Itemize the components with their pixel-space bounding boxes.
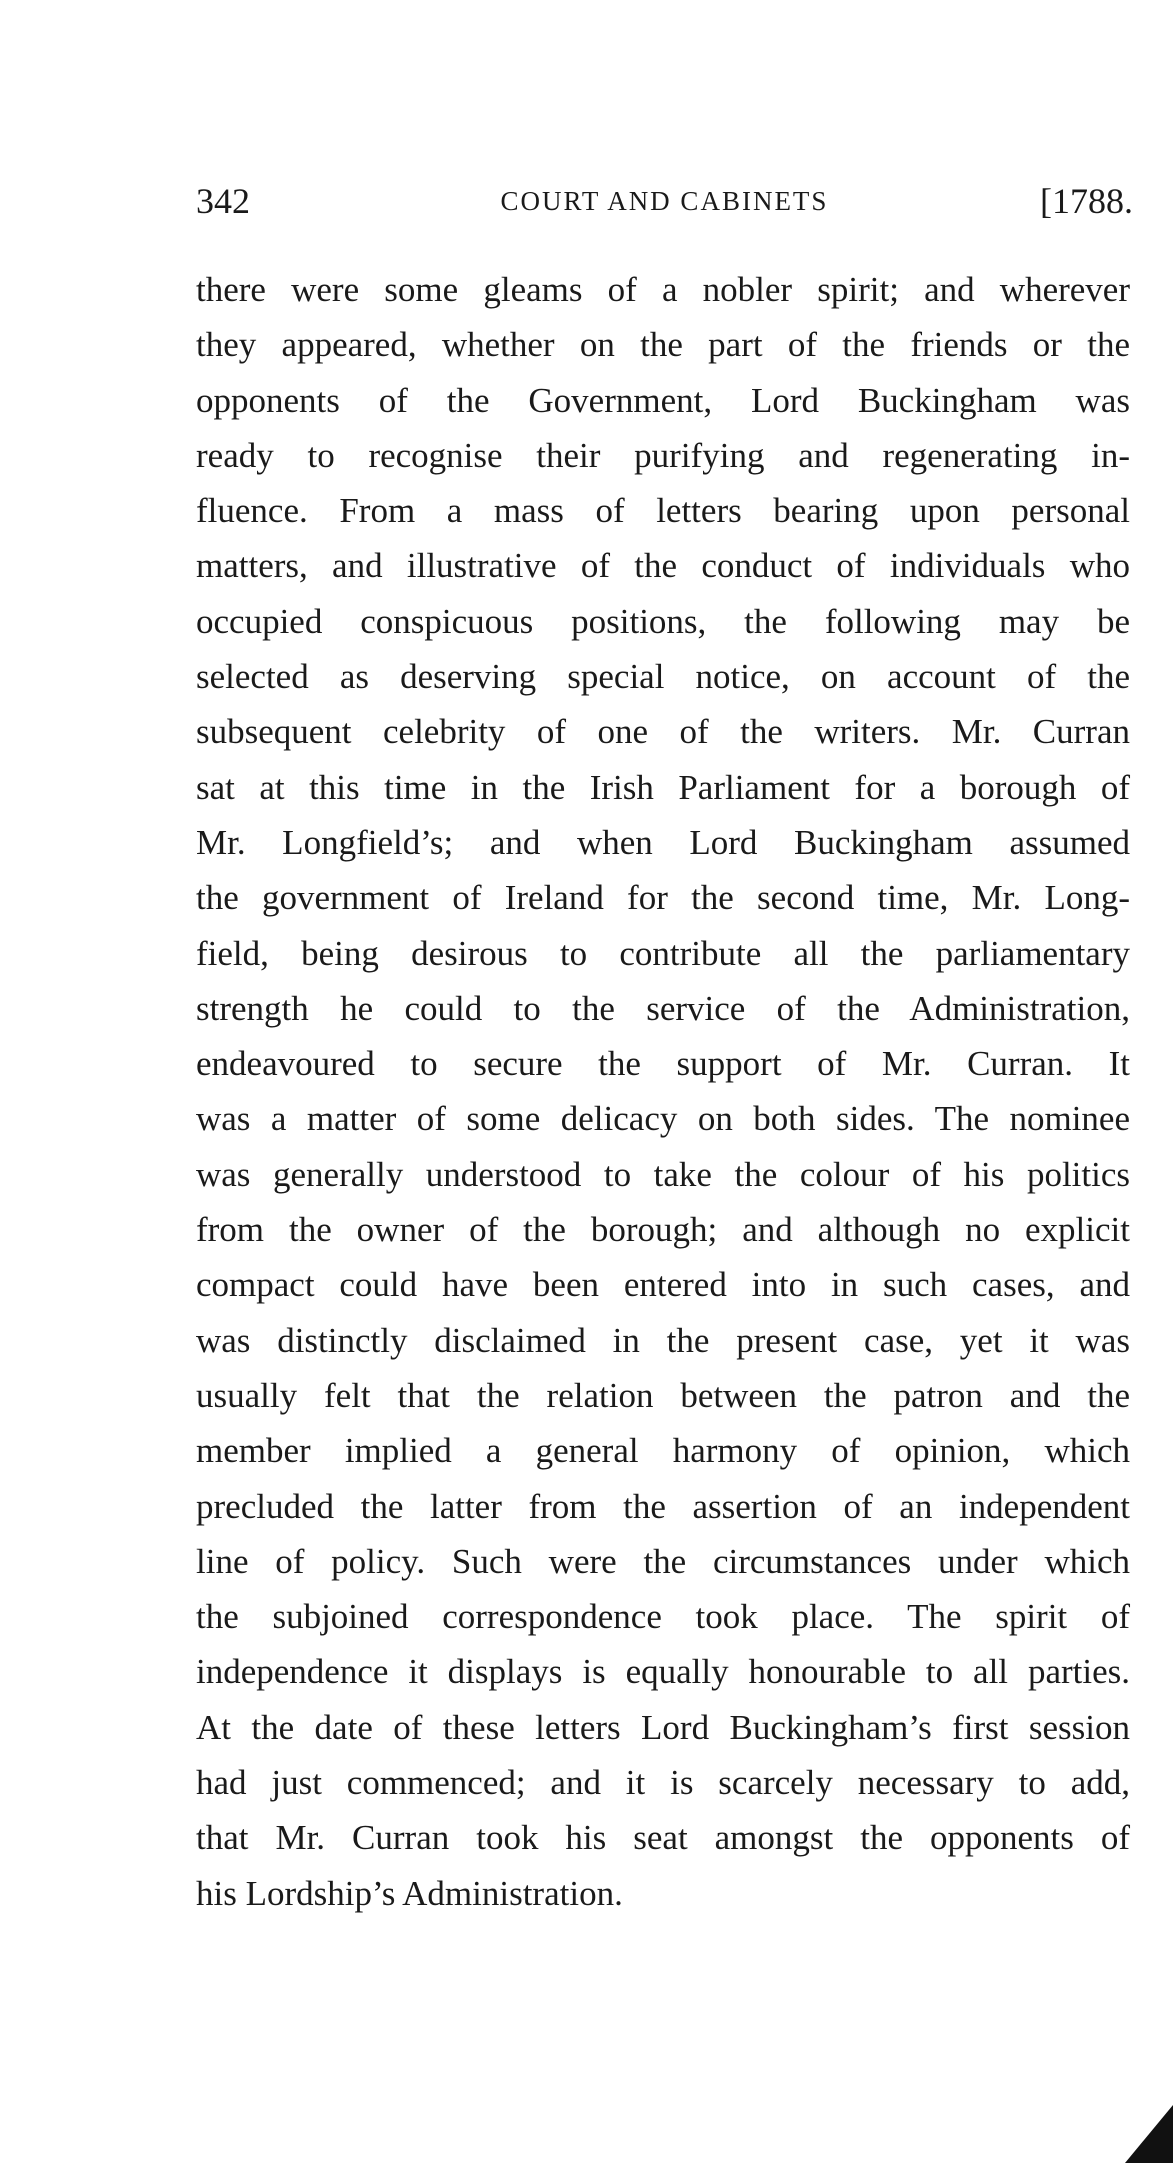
text-line: the government of Ireland for the second time, Mr. Long-: [196, 878, 1130, 918]
text-line: opponents of the Government, Lord Buckingham was: [196, 380, 1130, 420]
body-paragraph: [196, 262, 1130, 1921]
text-line: compact could have been entered into in such cases, and: [196, 1265, 1130, 1305]
text-line: line of policy. Such were the circumstances under which: [196, 1541, 1130, 1581]
text-line: member implied a general harmony of opinion, which: [196, 1431, 1130, 1471]
text-line: the subjoined correspondence took place. The spirit of: [196, 1597, 1130, 1637]
running-head: [196, 180, 1133, 230]
page-corner-shadow: [1125, 2105, 1173, 2163]
text-line: matters, and illustrative of the conduct of individuals who: [196, 546, 1130, 586]
text-line: there were some gleams of a nobler spirit; and wherever: [196, 270, 1130, 309]
text-line: was a matter of some delicacy on both sides. The nominee: [196, 1099, 1130, 1139]
text-line: ready to recognise their purifying and regenerating in-: [196, 435, 1130, 475]
text-line: precluded the latter from the assertion of an independent: [196, 1486, 1130, 1526]
text-line: subsequent celebrity of one of the writers. Mr. Curran: [196, 712, 1130, 752]
text-line: had just commenced; and it is scarcely necessary to add,: [196, 1763, 1130, 1803]
page-number: 342: [196, 181, 250, 221]
running-title: COURT AND CABINETS: [500, 186, 829, 216]
text-line: sat at this time in the Irish Parliament for a borough of: [196, 767, 1130, 807]
text-line: independence it displays is equally honourable to all parties.: [196, 1652, 1130, 1692]
text-line: selected as deserving special notice, on account of the: [196, 657, 1130, 697]
text-line: was distinctly disclaimed in the present case, yet it was: [196, 1320, 1130, 1360]
text-line: was generally understood to take the colour of his politics: [196, 1154, 1130, 1194]
text-line: fluence. From a mass of letters bearing upon personal: [196, 491, 1130, 531]
running-year: [1788.: [1040, 181, 1133, 221]
text-line: endeavoured to secure the support of Mr. Curran. It: [196, 1044, 1130, 1084]
text-line: Mr. Longfield’s; and when Lord Buckingham assumed: [196, 822, 1130, 862]
text-line: occupied conspicuous positions, the following may be: [196, 601, 1130, 641]
text-line: they appeared, whether on the part of the friends or the: [196, 325, 1130, 365]
text-line: his Lordship’s Administration.: [196, 1873, 623, 1913]
text-line: usually felt that the relation between the patron and the: [196, 1375, 1130, 1415]
text-line: At the date of these letters Lord Buckingham’s first session: [196, 1707, 1130, 1747]
text-line: from the owner of the borough; and although no explicit: [196, 1210, 1130, 1250]
text-line: that Mr. Curran took his seat amongst the opponents of: [196, 1818, 1130, 1858]
text-line: strength he could to the service of the Administration,: [196, 988, 1130, 1028]
text-line: field, being desirous to contribute all the parliamentary: [196, 933, 1130, 973]
